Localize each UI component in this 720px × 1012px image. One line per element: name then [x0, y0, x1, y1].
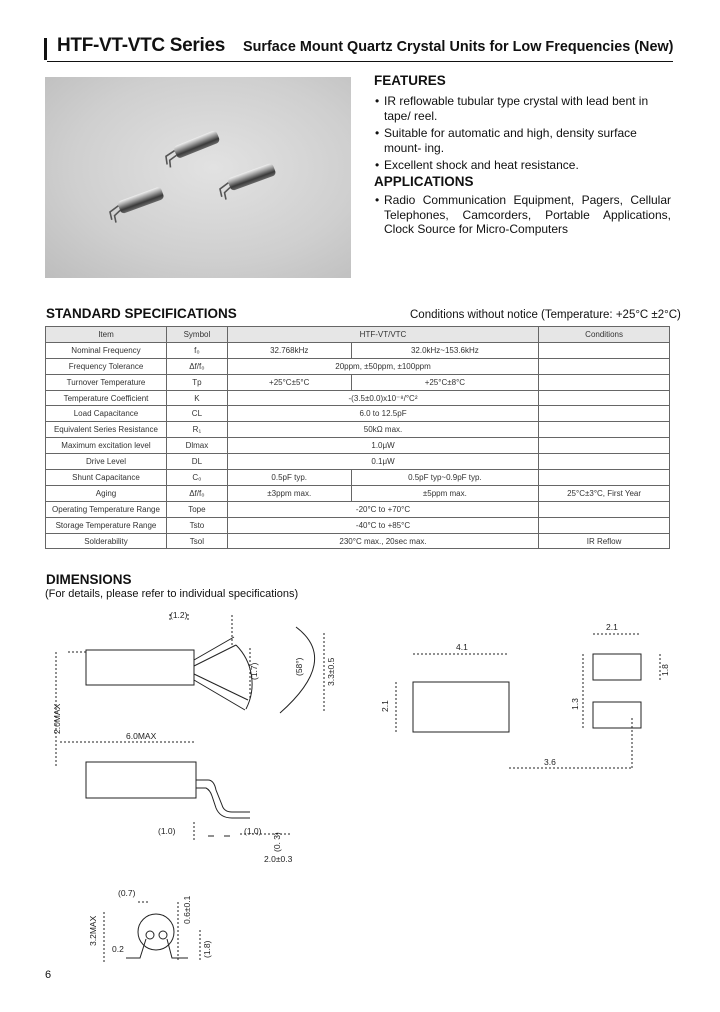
applications-text: • Radio Communication Equipment, Pagers, Cellular Telephones, Camcorders, Portable Applications, Clock Source for Micro-Computers: [375, 193, 671, 237]
cell-value: -40°C to +85°C: [227, 517, 538, 533]
cell-value: 0.5pF typ.: [227, 470, 351, 486]
cell-item: Operating Temperature Range: [46, 501, 167, 517]
cell-symbol: Δf/f₀: [166, 485, 227, 501]
cell-conditions: [539, 422, 670, 438]
conditions-note: Conditions without notice (Temperature: +25°C ±2°C): [410, 309, 681, 321]
specs-heading: STANDARD SPECIFICATIONS: [46, 306, 237, 321]
cell-symbol: Dlmax: [166, 438, 227, 454]
cell-symbol: Tope: [166, 501, 227, 517]
dim-height: 2.0MAX: [52, 703, 62, 734]
table-row: [46, 533, 670, 549]
table-row: [46, 358, 670, 374]
cell-value: 20ppm, ±50ppm, ±100ppm: [227, 358, 538, 374]
cell-conditions: [539, 470, 670, 486]
dim-pad-length: 4.1: [456, 642, 468, 652]
table-row: [46, 406, 670, 422]
dim-pitch: 2.0±0.3: [264, 854, 293, 864]
cell-conditions: 25°C±3°C, First Year: [539, 485, 670, 501]
cell-item: Storage Temperature Range: [46, 517, 167, 533]
cell-symbol: f₀: [166, 342, 227, 358]
cell-symbol: Tsto: [166, 517, 227, 533]
table-row: [46, 485, 670, 501]
cell-item: Aging: [46, 485, 167, 501]
title-rule: [47, 61, 673, 63]
cell-item: Equivalent Series Resistance: [46, 422, 167, 438]
series-title: HTF-VT-VTC Series: [57, 35, 226, 56]
table-row: [46, 517, 670, 533]
cell-value: -20°C to +70°C: [227, 501, 538, 517]
cell-value: 32.0kHz~153.6kHz: [351, 342, 539, 358]
cell-symbol: DL: [166, 454, 227, 470]
crystal-units-image: [45, 77, 351, 278]
dim-lead-pitch: (1.2): [170, 610, 188, 620]
cell-value: 0.1μW: [227, 454, 538, 470]
cell-value: ±3ppm max.: [227, 485, 351, 501]
dim-bend: (1.8): [202, 940, 212, 958]
features-list: [375, 94, 671, 176]
cell-item: Drive Level: [46, 454, 167, 470]
dim-right-lead: (1.0): [244, 826, 262, 836]
dimensions-note: (For details, please refer to individual specifications): [45, 588, 299, 600]
page-number: 6: [45, 969, 52, 981]
dim-left-lead: (1.0): [158, 826, 176, 836]
applications-heading: APPLICATIONS: [374, 174, 474, 189]
cell-value: 1.0μW: [227, 438, 538, 454]
dim-lead-length: (1.7): [249, 662, 259, 680]
dim-thickness: 0.2: [112, 944, 124, 954]
dim-radius: 3.3±0.5: [326, 657, 336, 686]
cell-symbol: Δf/f₀: [166, 358, 227, 374]
cell-value: ±5ppm max.: [351, 485, 539, 501]
cell-conditions: [539, 358, 670, 374]
specifications-table: [45, 326, 670, 549]
cell-item: Turnover Temperature: [46, 374, 167, 390]
dimension-drawings: [0, 600, 720, 980]
table-row: [46, 501, 670, 517]
table-row: [46, 470, 670, 486]
cell-symbol: R₁: [166, 422, 227, 438]
dim-angle: (58°): [294, 657, 304, 676]
product-subtitle: Surface Mount Quartz Crystal Units for Low Frequencies (New): [243, 38, 674, 55]
table-header-row: [46, 327, 670, 343]
cell-conditions: IR Reflow: [539, 533, 670, 549]
table-row: [46, 422, 670, 438]
cell-conditions: [539, 406, 670, 422]
cell-conditions: [539, 438, 670, 454]
dim-pad-height: 2.1: [380, 700, 390, 712]
cell-conditions: [539, 342, 670, 358]
cell-value: 6.0 to 12.5pF: [227, 406, 538, 422]
col-model: HTF-VT/VTC: [227, 327, 538, 343]
dim-lead-h: (0. 3): [272, 832, 282, 852]
cell-value: 0.5pF typ~0.9pF typ.: [351, 470, 539, 486]
cell-conditions: [539, 501, 670, 517]
cell-value: +25°C±5°C: [227, 374, 351, 390]
dim-end-width: (0.7): [118, 888, 136, 898]
dim-spacing: 3.6: [544, 757, 556, 767]
cell-value: 50kΩ max.: [227, 422, 538, 438]
feature-item-1: • IR reflowable tubular type crystal with lead bent in tape/ reel.: [375, 94, 671, 123]
top-view-drawing: [56, 614, 324, 768]
product-photo: [45, 77, 351, 278]
table-row: [46, 342, 670, 358]
feature-item-3: • Excellent shock and heat resistance.: [375, 158, 671, 173]
cell-conditions: [539, 454, 670, 470]
table-row: [46, 390, 670, 406]
land-pattern-drawing: [396, 634, 660, 770]
cell-item: Solderability: [46, 533, 167, 549]
cell-item: Nominal Frequency: [46, 342, 167, 358]
cell-item: Load Capacitance: [46, 406, 167, 422]
dim-pad-gap: 1.8: [660, 664, 670, 676]
cell-symbol: C₀: [166, 470, 227, 486]
dim-diameter: 3.2MAX: [88, 915, 98, 946]
cell-conditions: [539, 374, 670, 390]
cell-item: Frequency Tolerance: [46, 358, 167, 374]
cell-item: Maximum excitation level: [46, 438, 167, 454]
dim-lead-diameter: 0.6±0.1: [182, 895, 192, 924]
cell-conditions: [539, 517, 670, 533]
feature-item-2: • Suitable for automatic and high, density surface mount- ing.: [375, 126, 671, 155]
table-row: [46, 438, 670, 454]
cell-value: 32.768kHz: [227, 342, 351, 358]
cell-conditions: [539, 390, 670, 406]
cell-symbol: CL: [166, 406, 227, 422]
dim-pad-width: 2.1: [606, 622, 618, 632]
cell-item: Temperature Coefficient: [46, 390, 167, 406]
dimensions-heading: DIMENSIONS: [46, 572, 132, 587]
title-bar: [44, 35, 674, 60]
col-symbol: Symbol: [166, 327, 227, 343]
cell-value: -(3.5±0.0)x10⁻⁸/°C²: [227, 390, 538, 406]
dim-length: 6.0MAX: [126, 731, 157, 741]
table-row: [46, 454, 670, 470]
dim-span: 1.3: [570, 698, 580, 710]
cell-value: +25°C±8°C: [351, 374, 539, 390]
col-item: Item: [46, 327, 167, 343]
col-conditions: Conditions: [539, 327, 670, 343]
cell-symbol: Tsol: [166, 533, 227, 549]
features-heading: FEATURES: [374, 73, 446, 88]
cell-symbol: Tp: [166, 374, 227, 390]
cell-item: Shunt Capacitance: [46, 470, 167, 486]
applications-list: [375, 193, 671, 240]
cell-value: 230°C max., 20sec max.: [227, 533, 538, 549]
table-row: [46, 374, 670, 390]
cell-symbol: K: [166, 390, 227, 406]
